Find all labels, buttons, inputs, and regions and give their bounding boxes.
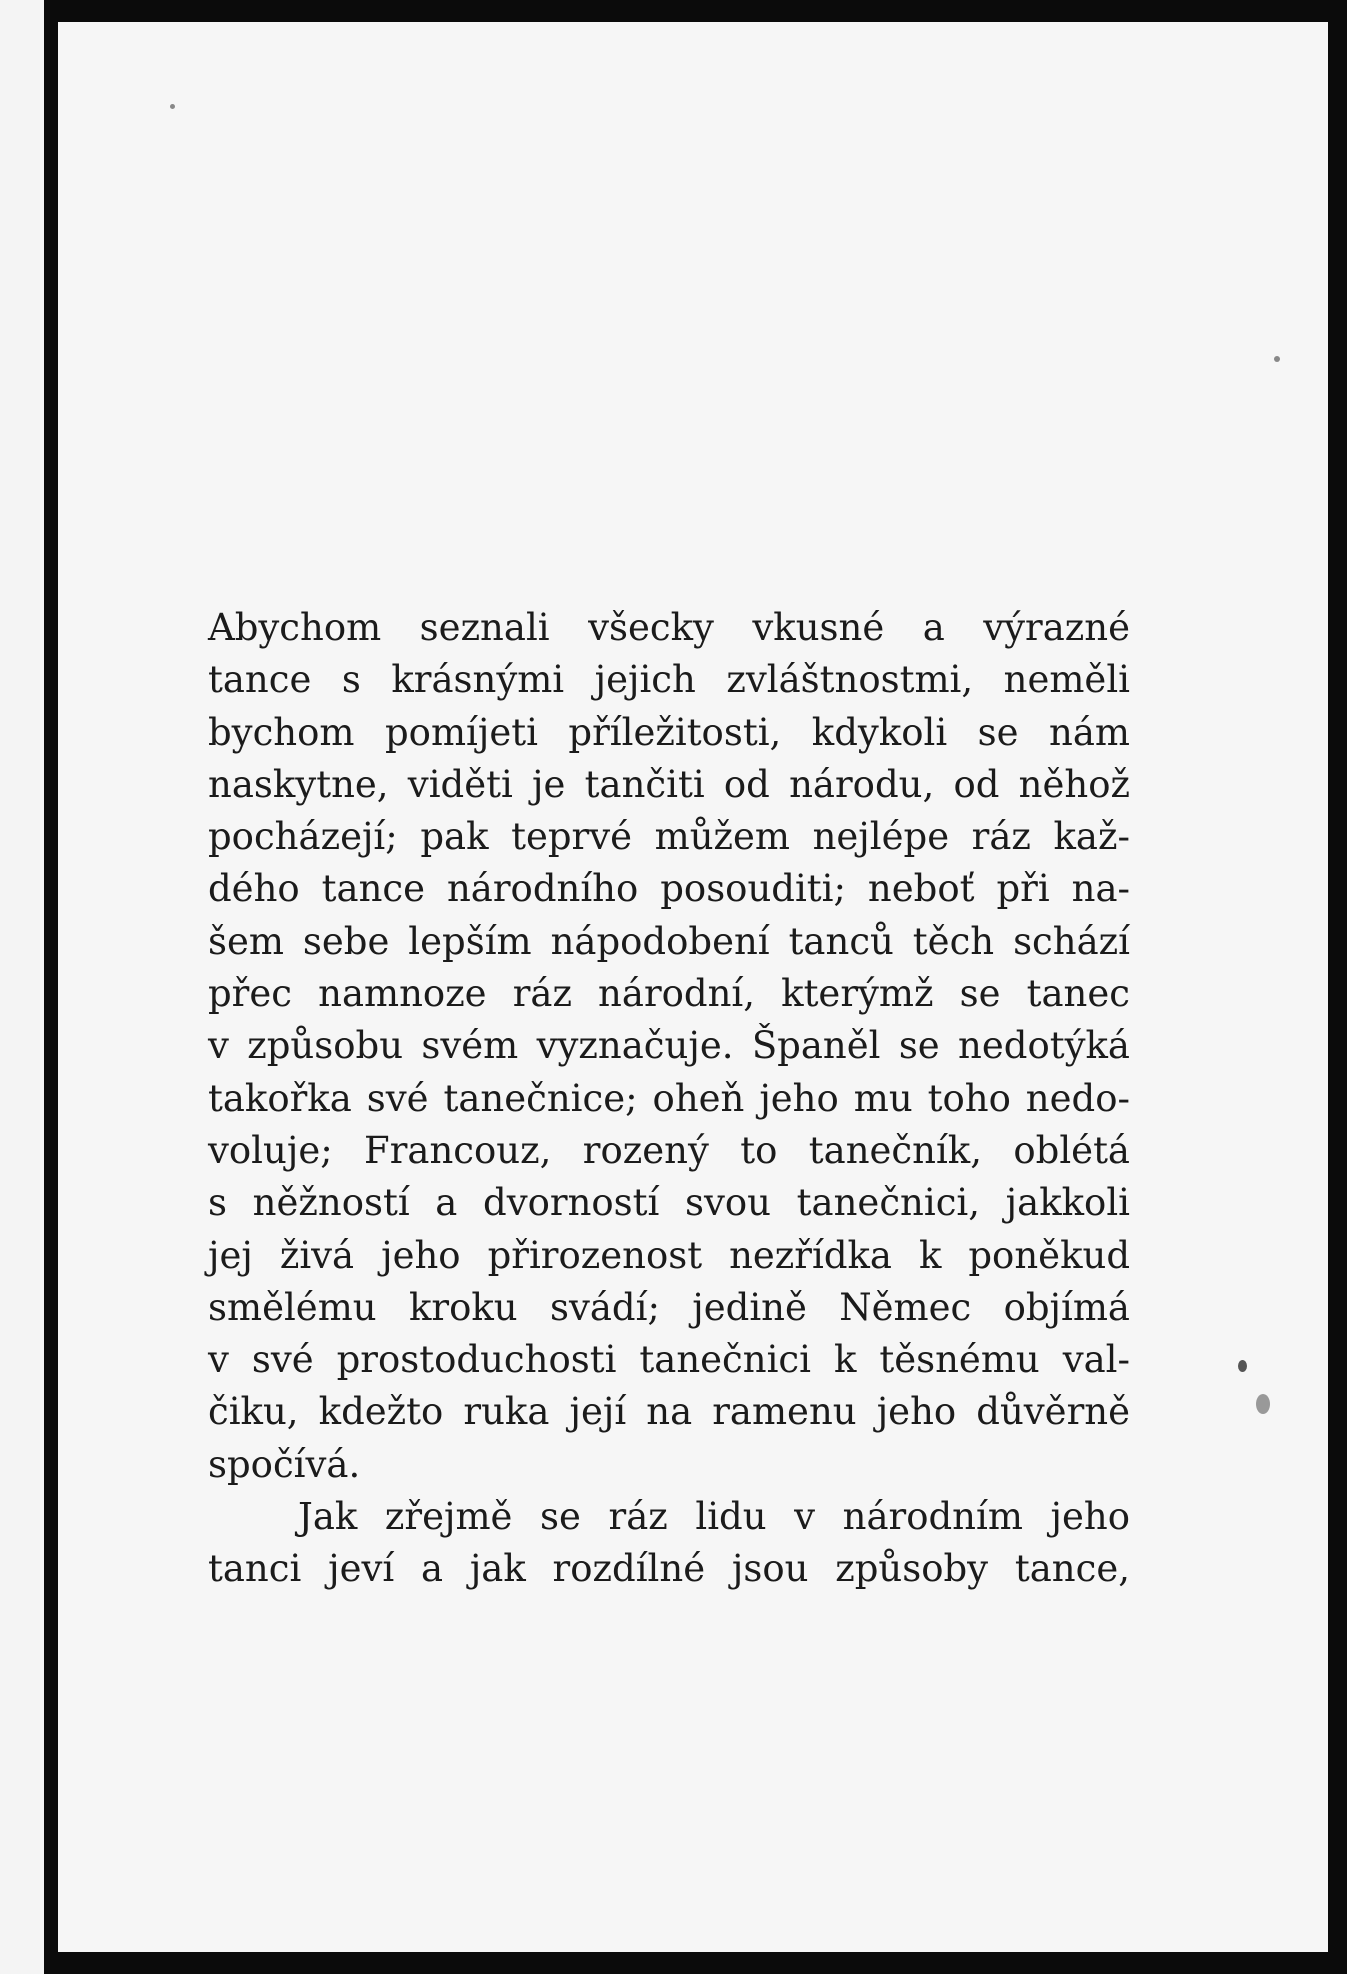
text-line: s něžností a dvorností svou tanečnici, jakkoli: [208, 1181, 1130, 1225]
text-line: tanci jeví a jak rozdílné jsou způsoby tance,: [208, 1547, 1130, 1591]
print-speck: [1238, 1360, 1247, 1372]
text-line: čiku, kdežto ruka její na ramenu jeho důvěrně: [208, 1390, 1130, 1434]
text-line: takořka své tanečnice; oheň jeho mu toho nedo-: [208, 1076, 1130, 1120]
text-line: Abychom seznali všecky vkusné a výrazné: [208, 606, 1130, 649]
text-line: smělému kroku svádí; jedině Němec objímá: [208, 1285, 1130, 1329]
text-line: voluje; Francouz, rozený to tanečník, oblétá: [208, 1128, 1130, 1172]
text-line: přec namnoze ráz národní, kterýmž se tanec: [208, 972, 1130, 1016]
text-line: pocházejí; pak teprvé můžem nejlépe ráz kaž-: [208, 815, 1130, 859]
adjacent-page-edge: [0, 0, 44, 1974]
text-line: v způsobu svém vyznačuje. Španěl se nedotýká: [208, 1024, 1130, 1068]
text-line: šem sebe lepším nápodobení tanců těch schází: [208, 919, 1130, 963]
text-line: dého tance národního posouditi; neboť při na-: [208, 867, 1130, 911]
text-line: bychom pomíjeti příležitosti, kdykoli se nám: [208, 710, 1130, 754]
text-line: tance s krásnými jejich zvláštnostmi, neměli: [208, 658, 1130, 702]
body-text: [208, 602, 1130, 1596]
print-speck: [170, 104, 175, 109]
print-speck: [1274, 356, 1280, 362]
text-line: Jak zřejmě se ráz lidu v národním jeho: [298, 1495, 1130, 1539]
text-line: spočívá.: [208, 1442, 361, 1486]
text-line: jej živá jeho přirozenost nezřídka k poněkud: [208, 1233, 1130, 1277]
text-line: v své prostoduchosti tanečnici k těsnému val-: [208, 1338, 1130, 1382]
print-speck: [1256, 1394, 1270, 1414]
text-line: naskytne, viděti je tančiti od národu, od něhož: [208, 762, 1130, 806]
